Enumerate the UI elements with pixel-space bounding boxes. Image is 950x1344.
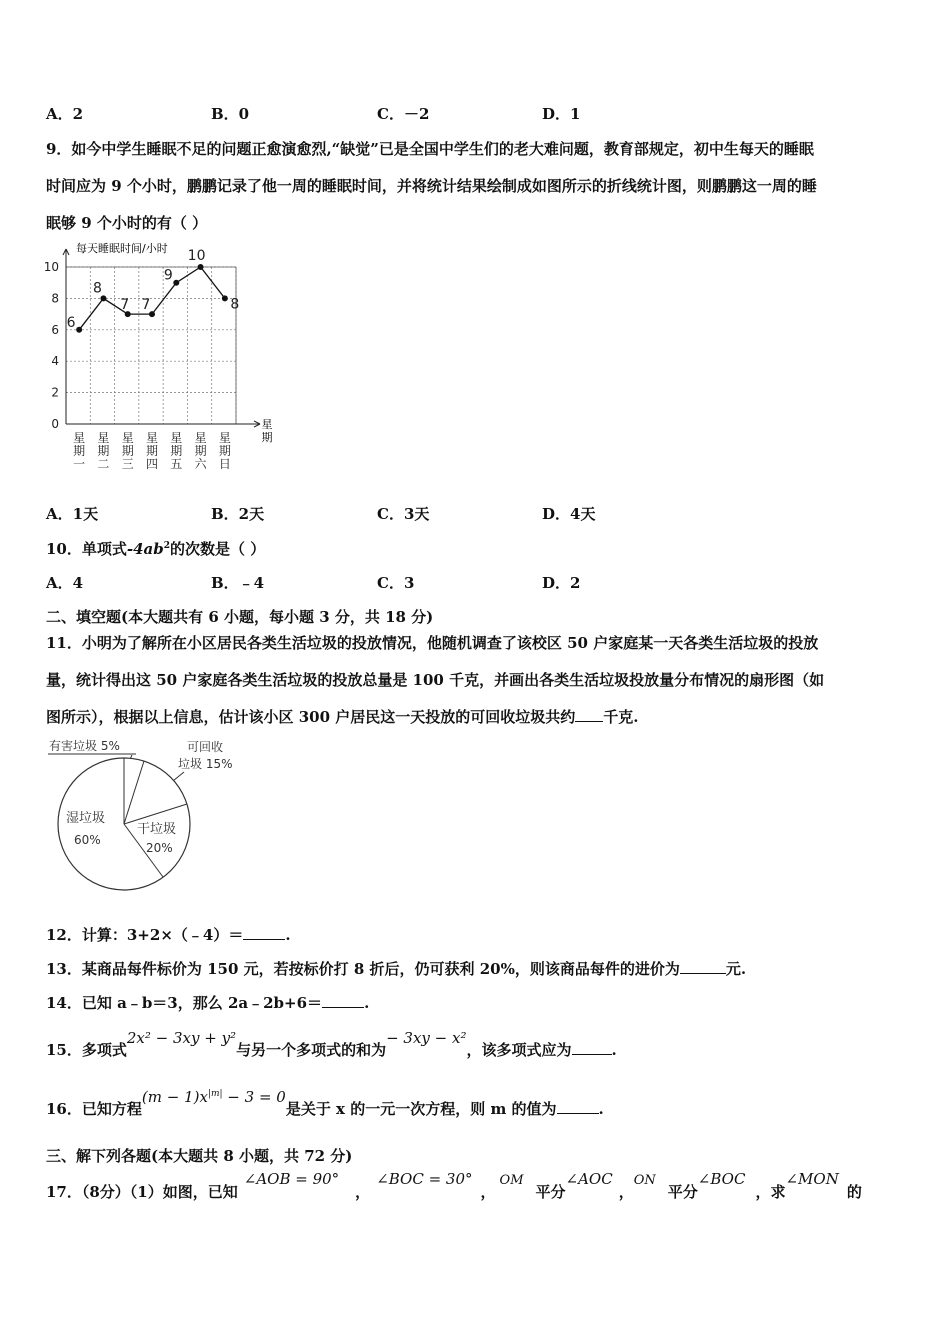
q17-comma-1: ，: [355, 1183, 371, 1201]
q15-prefix: 15．多项式: [46, 1041, 127, 1059]
data-label: 7: [120, 297, 130, 314]
q11-text3: 图所示），根据以上信息，估计该小区 300 户居民这一天投放的可回收垃圾共约: [46, 708, 576, 726]
q10-option-c: C．3: [377, 574, 415, 592]
q10-exponent: 2: [163, 541, 171, 551]
q12-body: 12．计算：3+2×（﹣4）＝: [46, 926, 244, 944]
sleep-line-chart: [40, 238, 285, 473]
q17-angle-boc-2: ∠BOC: [697, 1170, 746, 1188]
q11-text3-end: 千克.: [603, 708, 639, 726]
q16-equation-tail: − 3 = 0: [222, 1088, 286, 1106]
data-point: [173, 280, 179, 286]
q11-text-line1: 11．小明为了解所在小区居民各类生活垃圾的投放情况，他随机调查了该校区 50 户家庭某一天各类生活垃圾的投放: [46, 634, 819, 652]
q10-option-a: A．4: [46, 574, 84, 592]
pie-label-recyclable-1: 可回收: [187, 740, 224, 754]
q17-angle-aob: ∠AOB = 90°: [243, 1170, 340, 1188]
q17-comma-2: ，: [480, 1183, 496, 1201]
section3-title: 三、解下列各题(本大题共 8 小题，共 72 分): [46, 1147, 353, 1165]
q17-bisects-1: 平分: [535, 1183, 566, 1201]
y-tick-label: 10: [43, 260, 59, 274]
q10-suffix: 的次数是（ ）: [170, 540, 266, 558]
q9-option-c: C．3天: [377, 505, 430, 523]
q8-option-c: C．－2: [377, 105, 430, 123]
chart-title: 每天睡眠时间/小时: [76, 242, 168, 255]
y-tick-label: 6: [51, 322, 59, 337]
data-point: [76, 327, 82, 333]
x-tick-labels: [73, 431, 231, 471]
data-label: 10: [187, 248, 206, 264]
pie-label-recyclable-2: 垃圾 15%: [178, 757, 233, 771]
q9-text-line3: 眠够 9 个小时的有（ ）: [46, 214, 208, 232]
x-tick-label: 星期二: [97, 431, 110, 471]
q15-mid: 与另一个多项式的和为: [236, 1041, 387, 1059]
q16-post: 是关于 x 的一元一次方程，则 m 的值为: [285, 1100, 557, 1118]
data-label: 8: [230, 296, 240, 313]
q16-text: [46, 1086, 604, 1120]
pie-label-dry-2: 20%: [146, 841, 173, 855]
pie-label-hazardous: 有害垃圾 5%: [49, 739, 120, 753]
q17-angle-mon: ∠MON: [785, 1170, 839, 1188]
x-tick-label: 星期一: [73, 431, 86, 471]
q16-exponent: |m|: [207, 1089, 223, 1099]
y-tick-label: 0: [51, 417, 59, 431]
waste-pie-chart: [44, 736, 254, 892]
data-point: [198, 264, 204, 270]
q17-prefix: 17．（8分）（1）如图，已知: [46, 1183, 238, 1201]
chart-grid: [66, 267, 236, 424]
q10-option-b: B．﹣4: [211, 574, 265, 592]
q8-option-b: B．0: [211, 105, 250, 123]
q12-end: .: [285, 926, 291, 944]
q9-option-a: A．1天: [46, 505, 99, 523]
q10-monomial: -4ab: [126, 540, 164, 558]
q15-text: [46, 1027, 617, 1061]
x-tick-label: 星期六: [194, 431, 207, 471]
y-tick-labels: [44, 260, 59, 431]
q10-option-d: D．2: [542, 574, 581, 592]
q14-answer-blank: [322, 995, 364, 1008]
q11-answer-blank: [575, 709, 603, 722]
q14-body: 14．已知 a﹣b＝3，那么 2a﹣2b+6＝: [46, 994, 323, 1012]
q12-text: [46, 924, 291, 945]
x-axis-label: 星期: [261, 418, 273, 444]
y-tick-label: 4: [51, 354, 59, 369]
q17-on: ON: [633, 1173, 656, 1188]
x-tick-label: 星期三: [121, 431, 134, 471]
data-label: 6: [66, 314, 76, 331]
section2-title: 二、填空题(本大题共有 6 小题，每小题 3 分，共 18 分): [46, 608, 434, 626]
q10-prefix: 10．单项式: [46, 540, 127, 558]
y-tick-label: 2: [51, 385, 59, 400]
q17-angle-aoc: ∠AOC: [565, 1170, 613, 1188]
x-tick-label: 星期日: [218, 431, 231, 471]
q17-find: ，求: [755, 1183, 786, 1201]
y-tick-label: 8: [51, 291, 59, 306]
q8-option-d: D．1: [542, 105, 581, 123]
pie-label-wet-2: 60%: [74, 833, 101, 847]
q8-option-a: A．2: [46, 105, 84, 123]
q16-answer-blank: [557, 1101, 599, 1114]
q11-text-line3: [46, 706, 639, 727]
q15-end: .: [611, 1041, 617, 1059]
q15-post: ，该多项式应为: [466, 1041, 572, 1059]
q13-text: [46, 958, 746, 979]
pie-label-dry-1: 干垃圾: [137, 822, 177, 837]
q11-text-line2: 量，统计得出这 50 户家庭各类生活垃圾的投放总量是 100 千克，并画出各类生活垃圾投放量分布情况的扇形图（如: [46, 671, 825, 689]
data-label: 7: [141, 297, 151, 314]
q9-text-line1: 9．如今中学生睡眠不足的问题正愈演愈烈,“缺觉”已是全国中学生们的老大难问题，教育部规定，初中生每天的睡眠: [46, 140, 814, 158]
data-label: 9: [163, 267, 173, 284]
q16-prefix: 16．已知方程: [46, 1100, 142, 1118]
q13-answer-blank: [680, 961, 726, 974]
q16-end: .: [598, 1100, 604, 1118]
data-point: [222, 295, 228, 301]
data-label: 8: [92, 280, 102, 297]
q15-polynomial-1: 2x² − 3xy + y²: [126, 1029, 237, 1047]
q14-text: [46, 992, 369, 1013]
q9-text-line2: 时间应为 9 个小时，鹏鹏记录了他一周的睡眠时间，并将统计结果绘制成如图所示的折线统计图，则鹏鹏这一周的睡: [46, 177, 817, 195]
q17-text: [46, 1168, 862, 1202]
q17-bisects-2: 平分: [667, 1183, 698, 1201]
q17-tail: 的: [846, 1183, 862, 1201]
q17-angle-boc: ∠BOC = 30°: [376, 1170, 473, 1188]
q16-equation: (m − 1)x: [141, 1088, 208, 1106]
chart-axes: [63, 249, 260, 427]
pie-label-wet-1: 湿垃圾: [66, 811, 106, 826]
q17-om: OM: [499, 1173, 524, 1188]
x-tick-label: 星期四: [145, 431, 159, 471]
q15-polynomial-2: − 3xy − x²: [386, 1029, 467, 1047]
q13-end: 元.: [725, 960, 747, 978]
q9-option-b: B．2天: [211, 505, 265, 523]
sleep-series: [67, 248, 240, 333]
q10-text: [46, 538, 265, 559]
q13-body: 13．某商品每件标价为 150 元，若按标价打 8 折后，仍可获利 20%，则该商品每件的进价为: [46, 960, 680, 978]
q12-answer-blank: [243, 927, 285, 940]
x-tick-label: 星期五: [170, 431, 183, 471]
q14-end: .: [364, 994, 370, 1012]
q17-comma-3: ，: [618, 1183, 634, 1201]
q15-answer-blank: [572, 1042, 612, 1055]
q9-option-d: D．4天: [542, 505, 596, 523]
